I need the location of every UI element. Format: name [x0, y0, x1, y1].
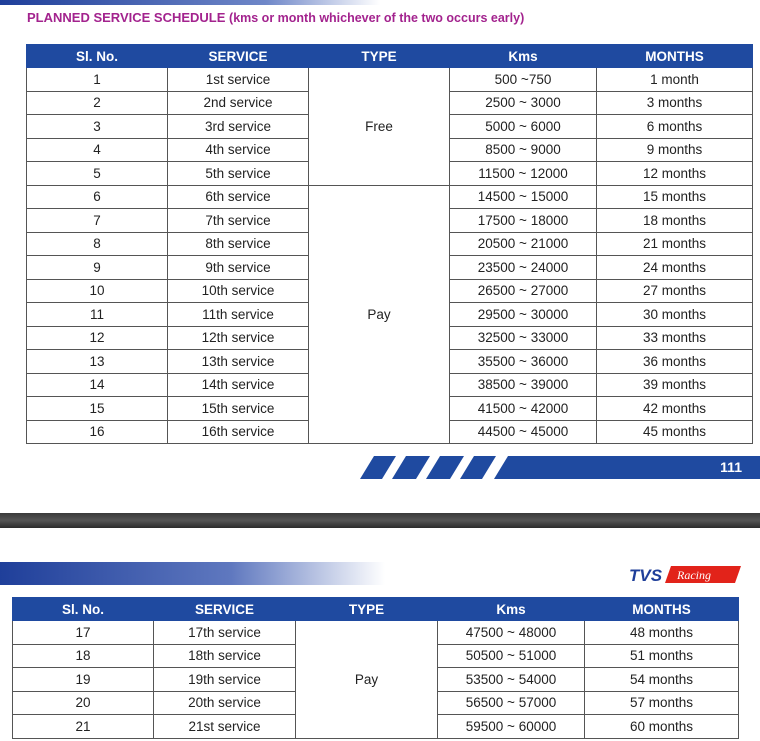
- cell-sl-no: 15: [27, 397, 168, 421]
- cell-sl-no: 3: [27, 115, 168, 139]
- cell-kms: 53500 ~ 54000: [438, 668, 585, 692]
- cell-months: 36 months: [597, 350, 753, 374]
- cell-sl-no: 21: [13, 715, 154, 739]
- cell-kms: 44500 ~ 45000: [450, 420, 597, 444]
- table-header-row: [27, 45, 753, 68]
- cell-kms: 8500 ~ 9000: [450, 138, 597, 162]
- col-header-sl-no: Sl. No.: [27, 45, 168, 68]
- cell-type: Free: [309, 68, 450, 186]
- cell-service: 11th service: [168, 303, 309, 327]
- cell-kms: 500 ~750: [450, 68, 597, 92]
- col-header-kms: Kms: [438, 598, 585, 621]
- cell-months: 9 months: [597, 138, 753, 162]
- cell-months: 45 months: [597, 420, 753, 444]
- title-main: PLANNED SERVICE SCHEDULE: [27, 10, 226, 25]
- cell-months: 48 months: [585, 621, 739, 645]
- table-row: [27, 185, 753, 209]
- tvs-racing-logo: [629, 562, 741, 586]
- cell-service: 15th service: [168, 397, 309, 421]
- page-footer-stripes: [360, 456, 760, 479]
- cell-months: 1 month: [597, 68, 753, 92]
- cell-kms: 29500 ~ 30000: [450, 303, 597, 327]
- table-row: [27, 68, 753, 92]
- table-header-row: [13, 598, 739, 621]
- cell-months: 42 months: [597, 397, 753, 421]
- cell-service: 19th service: [154, 668, 296, 692]
- cell-kms: 41500 ~ 42000: [450, 397, 597, 421]
- cell-kms: 35500 ~ 36000: [450, 350, 597, 374]
- title-subtitle: (kms or month whichever of the two occurs early): [229, 11, 525, 25]
- col-header-type: TYPE: [296, 598, 438, 621]
- cell-kms: 5000 ~ 6000: [450, 115, 597, 139]
- cell-months: 24 months: [597, 256, 753, 280]
- cell-kms: 47500 ~ 48000: [438, 621, 585, 645]
- col-header-service: SERVICE: [168, 45, 309, 68]
- cell-kms: 11500 ~ 12000: [450, 162, 597, 186]
- cell-months: 15 months: [597, 185, 753, 209]
- cell-kms: 32500 ~ 33000: [450, 326, 597, 350]
- cell-type: Pay: [309, 185, 450, 444]
- cell-service: 7th service: [168, 209, 309, 233]
- table-row: [13, 621, 739, 645]
- cell-sl-no: 13: [27, 350, 168, 374]
- col-header-months: MONTHS: [597, 45, 753, 68]
- cell-kms: 56500 ~ 57000: [438, 691, 585, 715]
- cell-sl-no: 18: [13, 644, 154, 668]
- cell-months: 6 months: [597, 115, 753, 139]
- cell-sl-no: 12: [27, 326, 168, 350]
- col-header-type: TYPE: [309, 45, 450, 68]
- cell-months: 51 months: [585, 644, 739, 668]
- cell-months: 33 months: [597, 326, 753, 350]
- cell-months: 27 months: [597, 279, 753, 303]
- cell-sl-no: 11: [27, 303, 168, 327]
- service-schedule-table-2: [12, 597, 739, 739]
- cell-kms: 59500 ~ 60000: [438, 715, 585, 739]
- cell-kms: 50500 ~ 51000: [438, 644, 585, 668]
- cell-sl-no: 19: [13, 668, 154, 692]
- cell-service: 10th service: [168, 279, 309, 303]
- cell-service: 14th service: [168, 373, 309, 397]
- cell-sl-no: 5: [27, 162, 168, 186]
- cell-sl-no: 7: [27, 209, 168, 233]
- cell-kms: 2500 ~ 3000: [450, 91, 597, 115]
- cell-service: 3rd service: [168, 115, 309, 139]
- cell-sl-no: 1: [27, 68, 168, 92]
- cell-sl-no: 10: [27, 279, 168, 303]
- cell-service: 12th service: [168, 326, 309, 350]
- cell-months: 18 months: [597, 209, 753, 233]
- cell-months: 12 months: [597, 162, 753, 186]
- cell-sl-no: 8: [27, 232, 168, 256]
- cell-service: 6th service: [168, 185, 309, 209]
- cell-sl-no: 6: [27, 185, 168, 209]
- cell-service: 9th service: [168, 256, 309, 280]
- cell-service: 13th service: [168, 350, 309, 374]
- cell-kms: 20500 ~ 21000: [450, 232, 597, 256]
- cell-kms: 23500 ~ 24000: [450, 256, 597, 280]
- cell-service: 2nd service: [168, 91, 309, 115]
- cell-sl-no: 2: [27, 91, 168, 115]
- cell-service: 21st service: [154, 715, 296, 739]
- cell-service: 8th service: [168, 232, 309, 256]
- cell-months: 30 months: [597, 303, 753, 327]
- cell-sl-no: 20: [13, 691, 154, 715]
- cell-kms: 38500 ~ 39000: [450, 373, 597, 397]
- cell-months: 54 months: [585, 668, 739, 692]
- cell-sl-no: 4: [27, 138, 168, 162]
- header-accent-bar: [0, 562, 385, 585]
- cell-service: 18th service: [154, 644, 296, 668]
- col-header-kms: Kms: [450, 45, 597, 68]
- col-header-months: MONTHS: [585, 598, 739, 621]
- cell-months: 39 months: [597, 373, 753, 397]
- col-header-sl-no: Sl. No.: [13, 598, 154, 621]
- top-accent-bar: [0, 0, 380, 5]
- cell-months: 3 months: [597, 91, 753, 115]
- service-schedule-table-1: [26, 44, 753, 444]
- page-number: 111: [720, 459, 742, 475]
- cell-service: 17th service: [154, 621, 296, 645]
- svg-text:TVS: TVS: [629, 566, 663, 585]
- cell-months: 60 months: [585, 715, 739, 739]
- cell-service: 16th service: [168, 420, 309, 444]
- col-header-service: SERVICE: [154, 598, 296, 621]
- cell-service: 1st service: [168, 68, 309, 92]
- cell-sl-no: 14: [27, 373, 168, 397]
- cell-months: 21 months: [597, 232, 753, 256]
- cell-sl-no: 17: [13, 621, 154, 645]
- cell-service: 4th service: [168, 138, 309, 162]
- cell-kms: 14500 ~ 15000: [450, 185, 597, 209]
- cell-sl-no: 9: [27, 256, 168, 280]
- cell-service: 20th service: [154, 691, 296, 715]
- cell-months: 57 months: [585, 691, 739, 715]
- cell-type: Pay: [296, 621, 438, 739]
- cell-service: 5th service: [168, 162, 309, 186]
- page-divider: [0, 513, 760, 528]
- svg-text:Racing: Racing: [677, 568, 711, 582]
- cell-kms: 17500 ~ 18000: [450, 209, 597, 233]
- cell-sl-no: 16: [27, 420, 168, 444]
- cell-kms: 26500 ~ 27000: [450, 279, 597, 303]
- page-title: [27, 10, 524, 25]
